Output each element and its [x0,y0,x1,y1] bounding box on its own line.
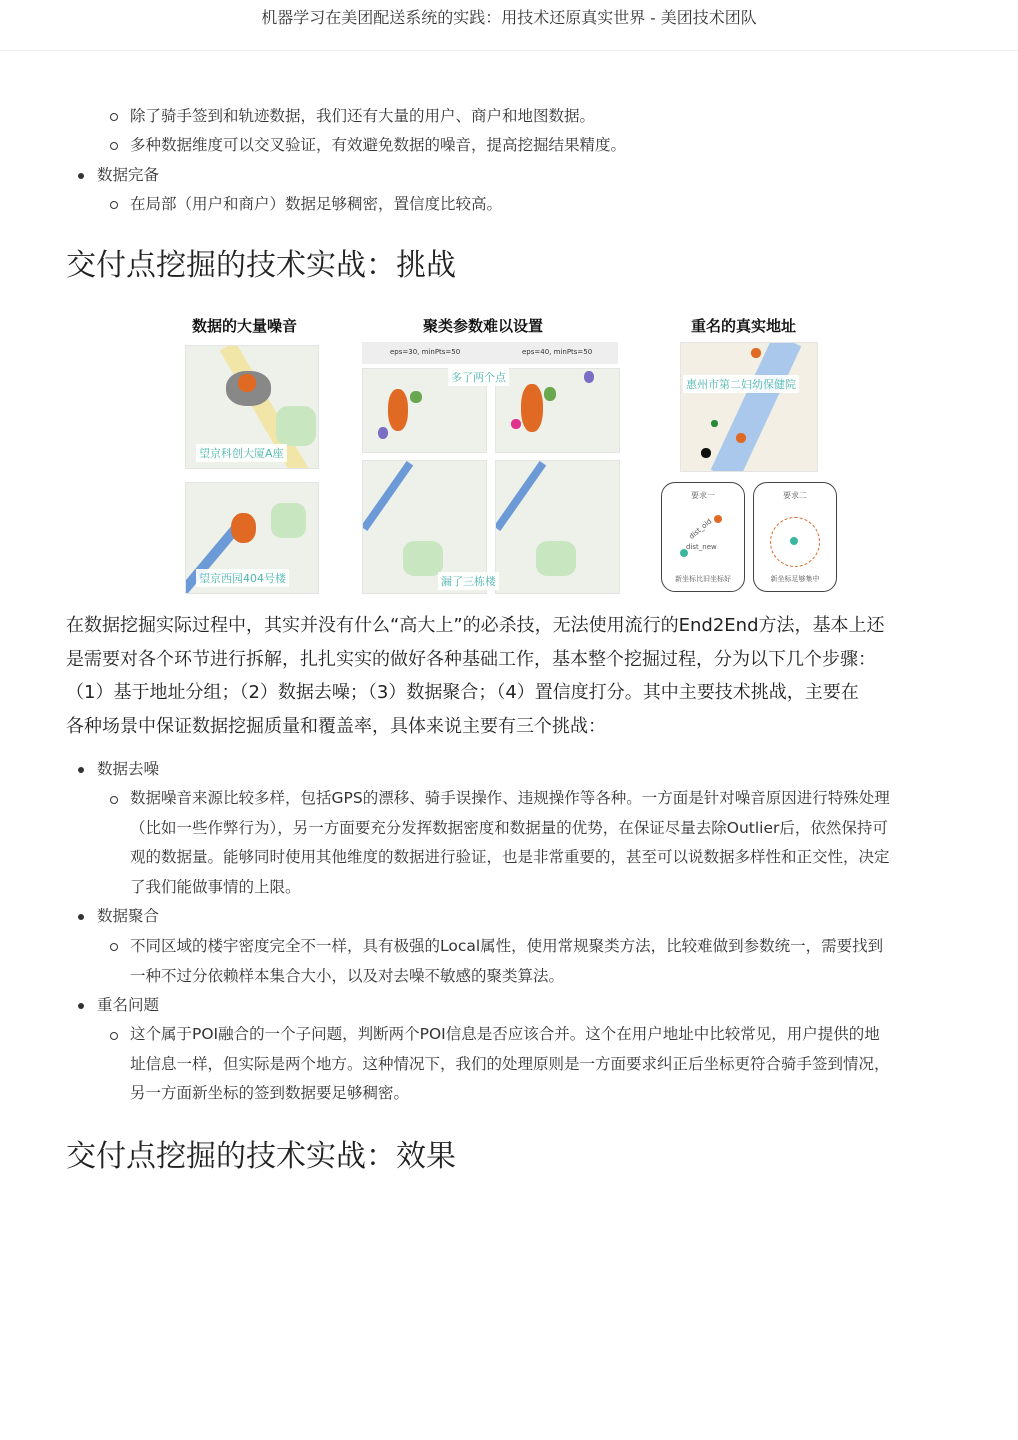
annotation: 漏了三栋楼 [438,572,499,590]
paragraph-line: （1）基于地址分组；（2）数据去噪；（3）数据聚合；（4）置信度打分。其中主要技术挑战，主要在 [66,682,859,703]
bullet-icon [78,914,84,920]
section-heading: 交付点挖掘的技术实战：挑战 [66,248,456,283]
list-item-line: 另一方面新坐标的签到数据要足够稠密。 [130,1084,410,1102]
cluster-map [495,460,620,594]
list-item-line: 址信息一样，但实际是两个地方。这种情况下，我们的处理原则是一方面要求纠正后坐标更符合骑手签到情况， [130,1054,890,1073]
page-header-title: 机器学习在美团配送系统的实践：用技术还原真实世界 - 美团技术团队 [261,8,757,27]
challenges-figure [180,310,840,595]
bullet-hollow-icon [110,142,118,150]
dist-label: dist_old [687,517,714,541]
annotation: 多了两个点 [448,368,509,386]
list-item: 多种数据维度可以交叉验证，有效避免数据的噪音，提高挖掘结果精度。 [130,136,627,154]
cluster-map [495,368,620,453]
list-item-line: 观的数据量。能够同时使用其他维度的数据进行验证，也是非常重要的，甚至可以说数据多样性和正交性，决定 [130,848,890,866]
list-item: 除了骑手签到和轨迹数据，我们还有大量的用户、商户和地图数据。 [130,107,596,125]
card-title: 要求二 [783,491,807,500]
card-caption: 新坐标足够集中 [770,575,820,583]
map-image [185,482,319,594]
list-item: 数据去噪 [97,760,160,778]
list-item-line: 一种不过分依赖样本集合大小，以及对去噪不敏感的聚类算法。 [130,966,565,985]
body-paragraph [66,609,946,743]
list-item-line: （比如一些作弊行为），另一方面要充分发挥数据密度和数据量的优势，在保证尽量去除Outlier后，依然保持可 [130,818,888,837]
list-item [130,784,960,902]
list-item-line: 这个属于POI融合的一个子问题，判断两个POI信息是否应该合并。这个在用户地址中比较常见，用户提供的地 [130,1025,880,1043]
bullet-hollow-icon [110,943,118,951]
list-item-line: 数据噪音来源比较多样，包括GPS的漂移、骑手误操作、违规操作等各种。一方面是针对噪音原因进行特殊处理 [130,789,890,807]
section-heading: 交付点挖掘的技术实战：效果 [66,1139,456,1174]
bullet-hollow-icon [110,113,118,121]
panel-title: 聚类参数难以设置 [423,317,544,335]
list-item: 在局部（用户和商户）数据足够稠密，置信度比较高。 [130,195,503,213]
param-label: eps=30, minPts=50 [390,348,461,356]
bullet-icon [78,1003,84,1009]
card-caption: 新坐标比旧坐标好 [675,575,731,583]
requirement-card [753,482,837,592]
list-item-line: 了我们能做事情的上限。 [130,877,301,896]
map-label: 望京西园404号楼 [196,569,289,587]
map-image [680,342,818,472]
panel-title: 重名的真实地址 [691,317,797,335]
paragraph-line: 在数据挖掘实际过程中，其实并没有什么“高大上”的必杀技，无法使用流行的End2End方法，基本上还 [66,615,885,636]
panel-title: 数据的大量噪音 [192,317,298,335]
list-item [130,1020,960,1109]
paragraph-line: 是需要对各个环节进行拆解，扎扎实实的做好各种基础工作，基本整个挖掘过程，分为以下几个步骤： [66,648,876,670]
bullet-hollow-icon [110,1032,118,1040]
list-item: 重名问题 [97,996,160,1014]
page-header [0,0,1018,51]
paragraph-line: 各种场景中保证数据挖掘质量和覆盖率，具体来说主要有三个挑战： [66,715,606,737]
map-label: 望京科创大厦A座 [196,444,287,462]
list-item: 数据聚合 [97,907,160,925]
dist-label: dist_new [686,543,717,551]
bullet-hollow-icon [110,796,118,804]
card-title: 要求一 [691,491,715,500]
bullet-hollow-icon [110,201,118,209]
map-image [185,345,319,469]
param-bar [362,342,618,364]
bullet-icon [78,173,84,179]
list-item: 数据完备 [97,166,160,184]
list-item-line: 不同区域的楼宇密度完全不一样，具有极强的Local属性，使用常规聚类方法，比较难做到参数统一，需要找到 [130,937,884,955]
map-label: 惠州市第二妇幼保健院 [683,375,799,393]
list-item [130,932,960,991]
requirement-card [661,482,745,592]
param-label: eps=40, minPts=50 [522,348,593,356]
bullet-icon [78,767,84,773]
